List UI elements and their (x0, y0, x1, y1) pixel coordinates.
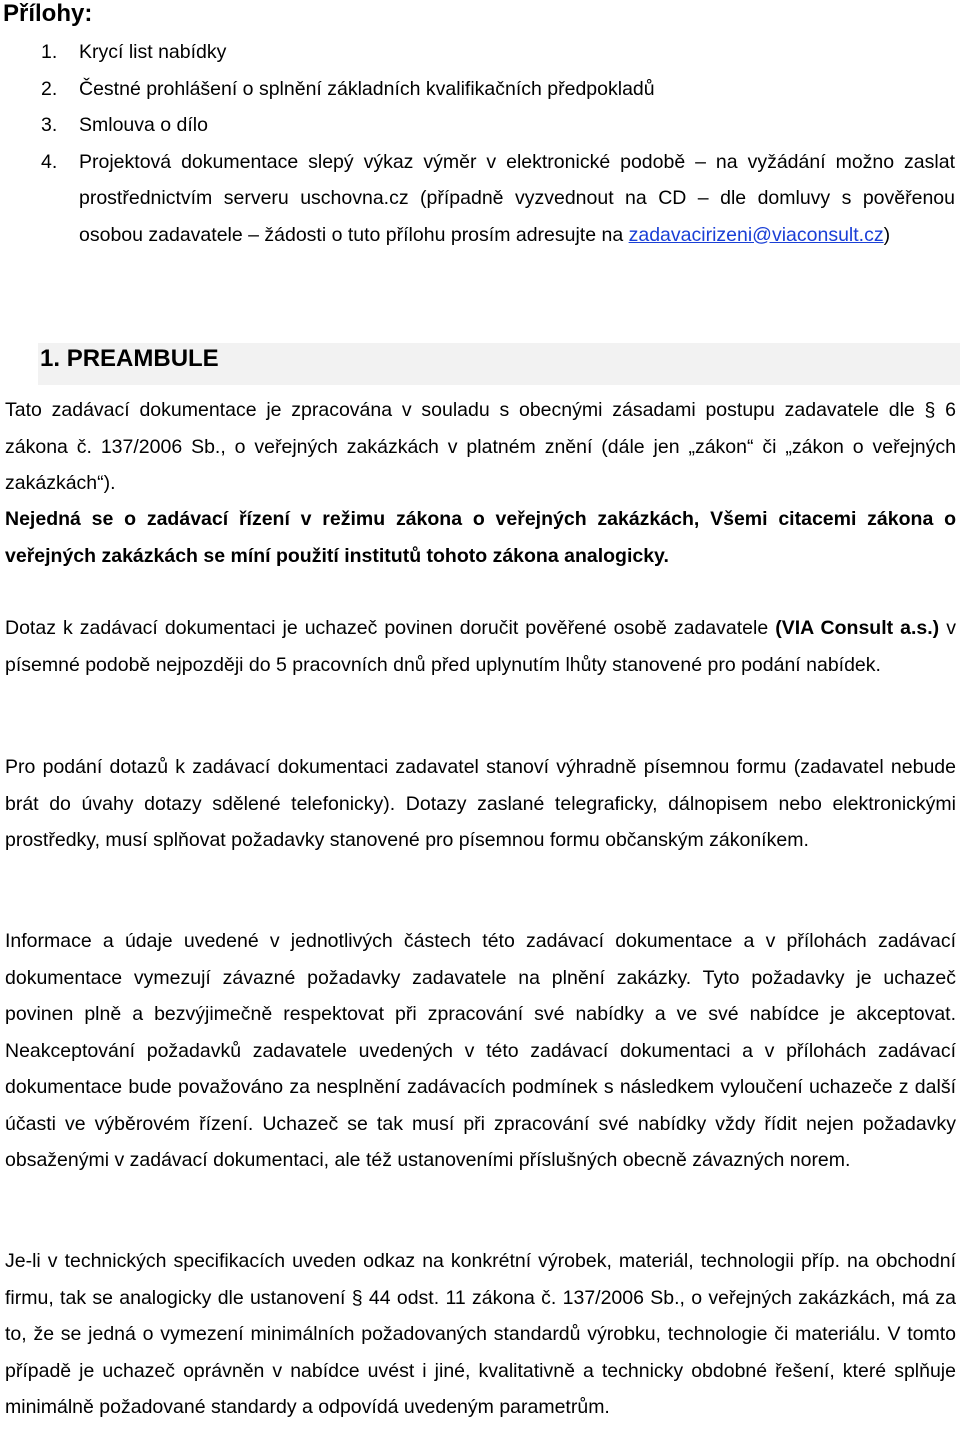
list-item-number: 2. (41, 77, 58, 100)
list-item-text: Čestné prohlášení o splnění základních kvalifikačních předpokladů (79, 77, 655, 100)
section-number: 1. (40, 345, 61, 372)
list-item (0, 144, 955, 254)
attachments-list (0, 34, 955, 253)
list-item-number: 4. (41, 150, 58, 173)
list-item-text-block (79, 144, 955, 254)
email-link[interactable]: zadavacirizeni@viaconsult.cz (628, 223, 884, 246)
list-item-text: Smlouva o dílo (79, 114, 208, 136)
list-item (0, 34, 955, 71)
paragraph-text: Dotaz k zadávací dokumentaci je uchazeč povinen doručit pověřené osobě zadavatele (5, 617, 776, 639)
attachments-heading: Přílohy: (3, 0, 93, 27)
list-item-number: 3. (41, 114, 58, 136)
section-title (40, 343, 219, 375)
paragraph-text: v písemné podobě nejpozději do 5 pracovních dnů před uplynutím lhůty stanovené pro podání nabídek. (5, 617, 956, 676)
list-item-text: Projektová dokumentace slepý výkaz výměr v elektronické podobě – na vyžádání možno zaslat prostřednictvím serveru uschovna.cz (případně vyzvednout na CD – dle domluvy s pověřenou osobou zadavatele – žádosti o tuto přílohu prosím adresujte na (79, 150, 955, 246)
paragraph-bold: Nejedná se o zadávací řízení v režimu zákona o veřejných zakázkách, Všemi citacemi zákona o veřejných zakázkách se míní použití institutů tohoto zákona analogicky. (5, 508, 956, 567)
list-item-text: Krycí list nabídky (79, 41, 227, 63)
paragraph: Tato zadávací dokumentace je zpracována v souladu s obecnými zásadami postupu zadavatele dle § 6 zákona č. 137/2006 Sb., o veřejných zakázkách v platném znění (dále jen „zákon“ či „zákon o veřejných zakázkách“). (5, 399, 956, 494)
list-item-closing: ) (883, 223, 891, 246)
paragraph: Pro podání dotazů k zadávací dokumentaci zadavatel stanoví výhradně písemnou formu (zadavatel nebude brát do úvahy dotazy sdělené telefonicky). Dotazy zaslané telegraficky, dálnopisem nebo elektronickými prostředky, musí splňovat požadavky stanovené pro písemnou formu občanským zákoníkem. (5, 756, 956, 851)
list-item (0, 71, 955, 108)
section-name: PREAMBULE (66, 345, 219, 372)
paragraph: Informace a údaje uvedené v jednotlivých částech této zadávací dokumentace a v přílohách zadávací dokumentace vymezují závazné požadavky zadavatele na plnění zakázky. Tyto požadavky je uchazeč povinen plně a bezvýjimečně respektovat při zpracování své nabídky a ve své nabídce je akceptovat. Neakceptování požadavků zadavatele uvedených v této zadávací dokumentaci a v přílohách zadávací dokumentace bude považováno za nesplnění zadávacích podmínek s následkem vyloučení uchazeče z další účasti ve výběrovém řízení. Uchazeč se tak musí při zpracování své nabídky vždy řídit nejen požadavky obsaženými v zadávací dokumentaci, ale též ustanoveními příslušných obecně závazných norem. (5, 930, 956, 1171)
list-item (0, 107, 955, 144)
paragraph (5, 610, 956, 683)
paragraph: Je-li v technických specifikacích uveden odkaz na konkrétní výrobek, materiál, technologii příp. na obchodní firmu, tak se analogicky dle ustanovení § 44 odst. 11 zákona č. 137/2006 Sb., o veřejných zakázkách, má za to, že se jedná o vymezení minimálních požadovaných standardů výrobku, technologie či materiálu. V tomto případě je uchazeč oprávněn v nabídce uvést i jiné, kvalitativně a technicky obdobné řešení, které splňuje minimálně požadované standardy a odpovídá uvedeným parametrům. (5, 1250, 956, 1418)
list-item-number: 1. (41, 41, 58, 63)
organization-name: (VIA Consult a.s.) (775, 617, 940, 639)
